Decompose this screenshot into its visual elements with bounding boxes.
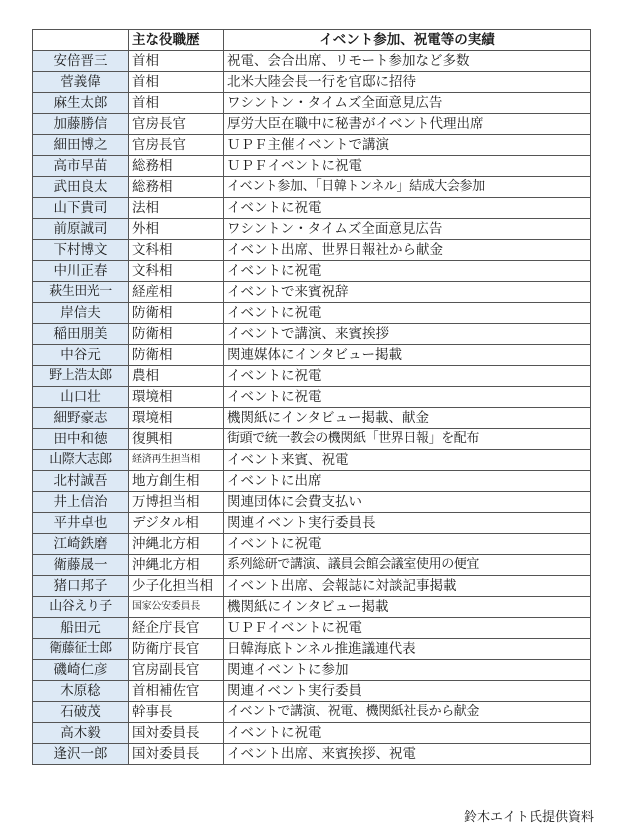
official-name: 井上信治 xyxy=(33,492,129,513)
official-record: ＵＰＦ主催イベントで講演 xyxy=(224,135,591,156)
official-record: 関連イベント実行委員 xyxy=(224,681,591,702)
official-name: 加藤勝信 xyxy=(33,114,129,135)
official-name: 麻生太郎 xyxy=(33,93,129,114)
official-role: 国家公安委員長 xyxy=(129,597,224,618)
table-row xyxy=(33,681,591,702)
table-row xyxy=(33,177,591,198)
table-row xyxy=(33,744,591,765)
official-record: ＵＰＦイベントに祝電 xyxy=(224,156,591,177)
official-record: ＵＰＦイベントに祝電 xyxy=(224,618,591,639)
official-name: 萩生田光一 xyxy=(33,282,129,303)
official-role: 国対委員長 xyxy=(129,744,224,765)
table-row xyxy=(33,72,591,93)
official-record: 機関紙にインタビュー掲載、献金 xyxy=(224,408,591,429)
official-role: 首相補佐官 xyxy=(129,681,224,702)
table-row xyxy=(33,723,591,744)
official-name: 山下貴司 xyxy=(33,198,129,219)
official-record: 北米大陸会長一行を官邸に招待 xyxy=(224,72,591,93)
table-row xyxy=(33,219,591,240)
header-name xyxy=(33,30,129,51)
official-role: 首相 xyxy=(129,51,224,72)
official-name: 北村誠吾 xyxy=(33,471,129,492)
official-name: 野上浩太郎 xyxy=(33,366,129,387)
official-name: 菅義偉 xyxy=(33,72,129,93)
table-row xyxy=(33,660,591,681)
table-row xyxy=(33,114,591,135)
official-name: 平井卓也 xyxy=(33,513,129,534)
official-role: 法相 xyxy=(129,198,224,219)
official-record: イベントに祝電 xyxy=(224,387,591,408)
official-role: 環境相 xyxy=(129,387,224,408)
table-row xyxy=(33,429,591,450)
official-name: 中谷元 xyxy=(33,345,129,366)
official-role: 官房副長官 xyxy=(129,660,224,681)
table-row xyxy=(33,156,591,177)
source-credit: 鈴木エイト氏提供資料 xyxy=(463,810,594,825)
official-record: イベントで講演、来賓挨拶 xyxy=(224,324,591,345)
official-name: 岸信夫 xyxy=(33,303,129,324)
official-record: イベント出席、世界日報社から献金 xyxy=(224,240,591,261)
header-record: イベント参加、祝電等の実績 xyxy=(224,30,591,51)
official-role: 環境相 xyxy=(129,408,224,429)
officials-table-panel xyxy=(32,29,590,765)
official-name: 武田良太 xyxy=(33,177,129,198)
official-name: 逢沢一郎 xyxy=(33,744,129,765)
official-role: デジタル相 xyxy=(129,513,224,534)
official-record: 関連媒体にインタビュー掲載 xyxy=(224,345,591,366)
official-name: 猪口邦子 xyxy=(33,576,129,597)
official-record: イベントに祝電 xyxy=(224,723,591,744)
official-record: イベントに祝電 xyxy=(224,198,591,219)
official-name: 下村博文 xyxy=(33,240,129,261)
official-role: 官房長官 xyxy=(129,114,224,135)
table-row xyxy=(33,135,591,156)
official-record: イベント出席、来賓挨拶、祝電 xyxy=(224,744,591,765)
official-role: 地方創生相 xyxy=(129,471,224,492)
table-row xyxy=(33,261,591,282)
official-role: 防衛相 xyxy=(129,345,224,366)
official-role: 復興相 xyxy=(129,429,224,450)
table-row xyxy=(33,366,591,387)
official-record: イベントに祝電 xyxy=(224,534,591,555)
official-role: 防衛相 xyxy=(129,303,224,324)
official-role: 経済再生担当相 xyxy=(129,450,224,471)
official-role: 文科相 xyxy=(129,261,224,282)
table-row xyxy=(33,387,591,408)
official-role: 幹事長 xyxy=(129,702,224,723)
official-record: 日韓海底トンネル推進議連代表 xyxy=(224,639,591,660)
table-row xyxy=(33,408,591,429)
official-role: 防衛庁長官 xyxy=(129,639,224,660)
table-row xyxy=(33,576,591,597)
official-record: 関連イベントに参加 xyxy=(224,660,591,681)
header-role: 主な役職歴 xyxy=(129,30,224,51)
official-record: イベント出席、会報誌に対談記事掲載 xyxy=(224,576,591,597)
table-row xyxy=(33,324,591,345)
official-name: 木原稔 xyxy=(33,681,129,702)
official-record: 厚労大臣在職中に秘書がイベント代理出席 xyxy=(224,114,591,135)
official-record: イベントで講演、祝電、機関紙社長から献金 xyxy=(224,702,591,723)
official-role: 文科相 xyxy=(129,240,224,261)
official-record: ワシントン・タイムズ全面意見広告 xyxy=(224,93,591,114)
official-record: 系列総研で講演、議員会館会議室使用の便宜 xyxy=(224,555,591,576)
table-row xyxy=(33,597,591,618)
official-name: 高木毅 xyxy=(33,723,129,744)
official-role: 国対委員長 xyxy=(129,723,224,744)
officials-table xyxy=(32,29,591,765)
official-role: 沖縄北方相 xyxy=(129,555,224,576)
official-record: ワシントン・タイムズ全面意見広告 xyxy=(224,219,591,240)
official-role: 首相 xyxy=(129,93,224,114)
official-role: 官房長官 xyxy=(129,135,224,156)
official-role: 防衛相 xyxy=(129,324,224,345)
table-row xyxy=(33,282,591,303)
official-role: 少子化担当相 xyxy=(129,576,224,597)
official-name: 細野豪志 xyxy=(33,408,129,429)
table-row xyxy=(33,303,591,324)
official-record: 関連団体に会費支払い xyxy=(224,492,591,513)
table-row xyxy=(33,345,591,366)
table-body xyxy=(33,51,591,765)
official-name: 安倍晋三 xyxy=(33,51,129,72)
official-role: 万博担当相 xyxy=(129,492,224,513)
table-row xyxy=(33,51,591,72)
table-row xyxy=(33,93,591,114)
official-record: イベントに祝電 xyxy=(224,303,591,324)
official-name: 山谷えり子 xyxy=(33,597,129,618)
official-record: イベント来賓、祝電 xyxy=(224,450,591,471)
official-name: 江崎鉄磨 xyxy=(33,534,129,555)
official-name: 前原誠司 xyxy=(33,219,129,240)
table-row xyxy=(33,198,591,219)
official-role: 総務相 xyxy=(129,177,224,198)
official-name: 細田博之 xyxy=(33,135,129,156)
table-header-row xyxy=(33,30,591,51)
official-record: イベントに祝電 xyxy=(224,261,591,282)
official-role: 総務相 xyxy=(129,156,224,177)
official-name: 田中和徳 xyxy=(33,429,129,450)
table-row xyxy=(33,450,591,471)
table-row xyxy=(33,492,591,513)
official-name: 山際大志郎 xyxy=(33,450,129,471)
official-record: イベントに祝電 xyxy=(224,366,591,387)
table-row xyxy=(33,471,591,492)
table-row xyxy=(33,513,591,534)
official-record: 機関紙にインタビュー掲載 xyxy=(224,597,591,618)
table-row xyxy=(33,702,591,723)
official-name: 中川正春 xyxy=(33,261,129,282)
official-record: 街頭で統一教会の機関紙「世界日報」を配布 xyxy=(224,429,591,450)
official-role: 外相 xyxy=(129,219,224,240)
official-record: イベントに出席 xyxy=(224,471,591,492)
table-row xyxy=(33,639,591,660)
official-name: 船田元 xyxy=(33,618,129,639)
official-role: 経企庁長官 xyxy=(129,618,224,639)
official-name: 石破茂 xyxy=(33,702,129,723)
official-record: イベント参加、「日韓トンネル」結成大会参加 xyxy=(224,177,591,198)
official-name: 山口壮 xyxy=(33,387,129,408)
official-role: 首相 xyxy=(129,72,224,93)
official-role: 農相 xyxy=(129,366,224,387)
official-record: 関連イベント実行委員長 xyxy=(224,513,591,534)
official-name: 磯崎仁彦 xyxy=(33,660,129,681)
official-name: 高市早苗 xyxy=(33,156,129,177)
table-row xyxy=(33,555,591,576)
table-row xyxy=(33,618,591,639)
official-name: 衛藤晟一 xyxy=(33,555,129,576)
official-role: 経産相 xyxy=(129,282,224,303)
official-name: 衛藤征士郎 xyxy=(33,639,129,660)
official-role: 沖縄北方相 xyxy=(129,534,224,555)
official-record: イベントで来賓祝辞 xyxy=(224,282,591,303)
table-row xyxy=(33,240,591,261)
table-row xyxy=(33,534,591,555)
official-record: 祝電、会合出席、リモート参加など多数 xyxy=(224,51,591,72)
official-name: 稲田朋美 xyxy=(33,324,129,345)
